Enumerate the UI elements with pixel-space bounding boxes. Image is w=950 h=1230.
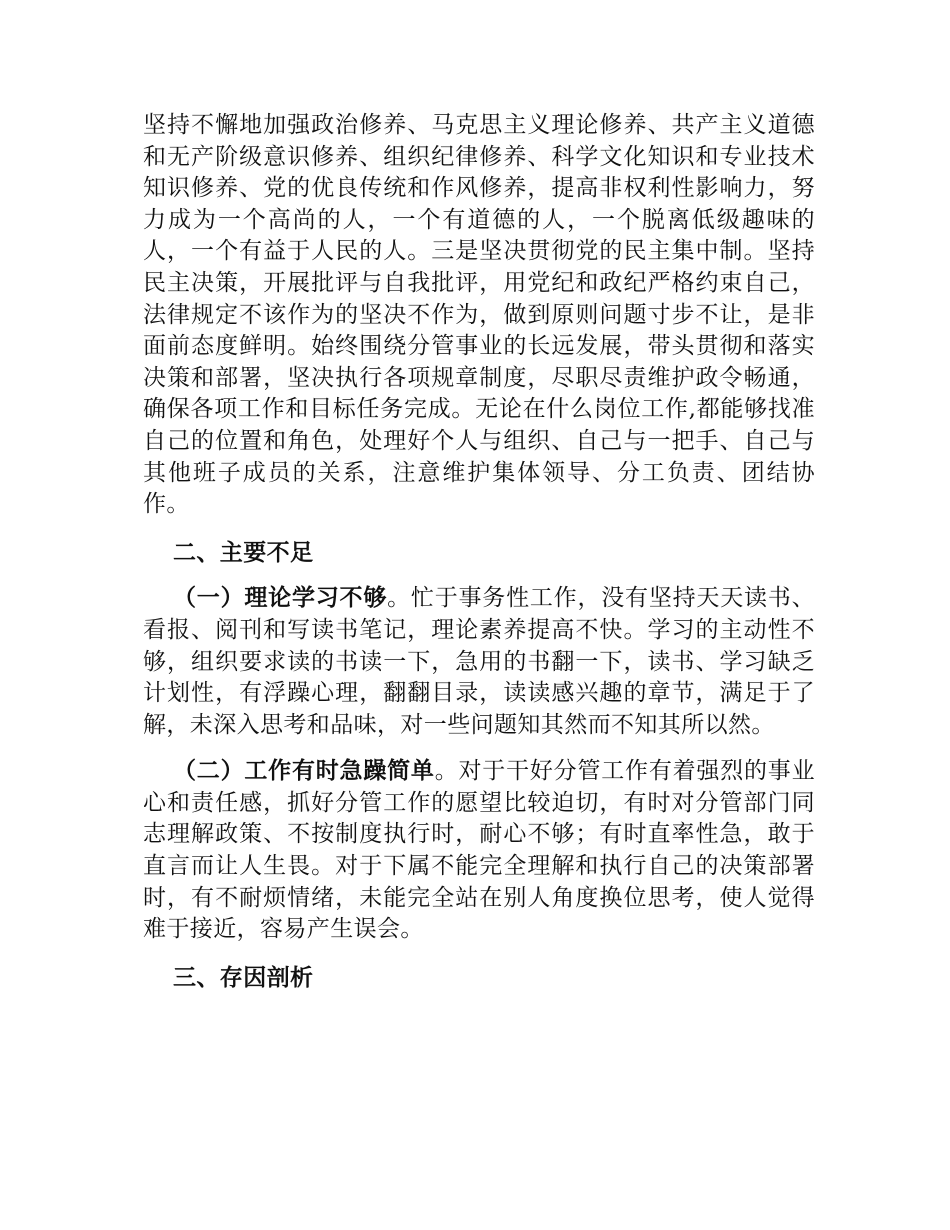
paragraph-democratic-centralism: 坚持不懈地加强政治修养、马克思主义理论修养、共产主义道德和无产阶级意识修养、组织纪律修养、科学文化知识和专业技术知识修养、党的优良传统和作风修养，提高非权利性影响力，努力成为一个高尚的人，一个有道德的人，一个脱离低级趣味的人，一个有益于人民的人。三是坚决贯彻党的民主集中制。坚持民主决策，开展批评与自我批评，用党纪和政纪严格约束自己，法律规定不该作为的坚决不作为，做到原则问题寸步不让，是非面前态度鲜明。始终围绕分管事业的长远发展，带头贯彻和落实决策和部署，坚决执行各项规章制度，尽职尽责维护政令畅通，确保各项工作和目标任务完成。无论在什么岗位工作,都能够找准自己的位置和角色，处理好个人与组织、自己与一把手、自己与其他班子成员的关系，注意维护集体领导、分工负责、团结协作。 [143, 112, 815, 518]
paragraph-work-impatience [143, 755, 815, 946]
section-heading-shortcomings: 二、主要不足 [173, 538, 314, 566]
paragraph-theory-study-title: （一）理论学习不够 [173, 584, 388, 612]
paragraph-theory-study [143, 582, 815, 741]
spacer [143, 946, 815, 962]
paragraph-theory-study-body: 。忙于事务性工作，没有坚持天天读书、看报、阅刊和写读书笔记，理论素养提高不快。学习的主动性不够，组织要求读的书读一下，急用的书翻一下，读书、学习缺乏计划性，有浮躁心理，翻翻目录，读读感兴趣的章节，满足于了解，未深入思考和品味，对一些问题知其然而不知其所以然。 [143, 585, 816, 738]
section-heading-cause-analysis: 三、存因剖析 [173, 963, 314, 991]
spacer [143, 521, 815, 537]
spacer [143, 741, 815, 755]
document-page [143, 110, 815, 993]
paragraph-work-impatience-body: 。对于干好分管工作有着强烈的事业心和责任感，抓好分管工作的愿望比较迫切，有时对分管部门同志理解政策、不按制度执行时，耐心不够；有时直率性急，敢于直言而让人生畏。对于下属不能完全理解和执行自己的决策部署时，有不耐烦情绪，未能完全站在别人角度换位思考，使人觉得难于接近，容易产生误会。 [143, 758, 815, 943]
spacer [143, 568, 815, 582]
paragraph-work-impatience-title: （二）工作有时急躁简单 [173, 757, 435, 785]
